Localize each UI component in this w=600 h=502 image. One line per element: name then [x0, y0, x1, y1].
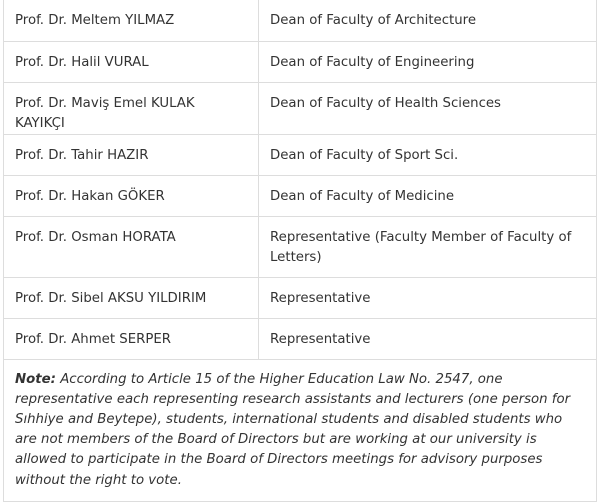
member-name: Prof. Dr. Osman HORATA: [4, 216, 259, 277]
member-role: Dean of Faculty of Architecture: [259, 0, 597, 41]
member-role: Representative: [259, 277, 597, 318]
table-row: [4, 277, 597, 318]
member-role: Dean of Faculty of Sport Sci.: [259, 134, 597, 175]
member-name: Prof. Dr. Meltem YILMAZ: [4, 0, 259, 41]
member-name: Prof. Dr. Tahir HAZIR: [4, 134, 259, 175]
table-row: [4, 134, 597, 175]
table-row: [4, 0, 597, 41]
member-name: Prof. Dr. Halil VURAL: [4, 41, 259, 82]
member-role: Representative (Faculty Member of Faculty of Letters): [259, 216, 597, 277]
member-role: Representative: [259, 318, 597, 359]
table-row: [4, 216, 597, 277]
note-text: According to Article 15 of the Higher Education Law No. 2547, one representative each representing research assistants and lecturers (one person for Sıhhiye and Beytepe), students, international students and disabled students who are not members of the Board of Directors but are working at our university is allowed to participate in the Board of Directors meetings for advisory purposes without the right to vote.: [15, 371, 571, 488]
table-row: [4, 318, 597, 359]
table-row: [4, 82, 597, 134]
table-row: [4, 41, 597, 82]
board-members-section: [3, 0, 597, 502]
member-role: Dean of Faculty of Medicine: [259, 175, 597, 216]
member-name: Prof. Dr. Ahmet SERPER: [4, 318, 259, 359]
member-role: Dean of Faculty of Health Sciences: [259, 82, 597, 134]
member-name: Prof. Dr. Hakan GÖKER: [4, 175, 259, 216]
note-label: Note:: [15, 371, 56, 387]
table-row: [4, 175, 597, 216]
member-name: Prof. Dr. Maviş Emel KULAK KAYIKÇI: [4, 82, 259, 134]
member-role: Dean of Faculty of Engineering: [259, 41, 597, 82]
board-members-table: [3, 0, 597, 360]
advisory-note: [3, 360, 597, 502]
member-name: Prof. Dr. Sibel AKSU YILDIRIM: [4, 277, 259, 318]
